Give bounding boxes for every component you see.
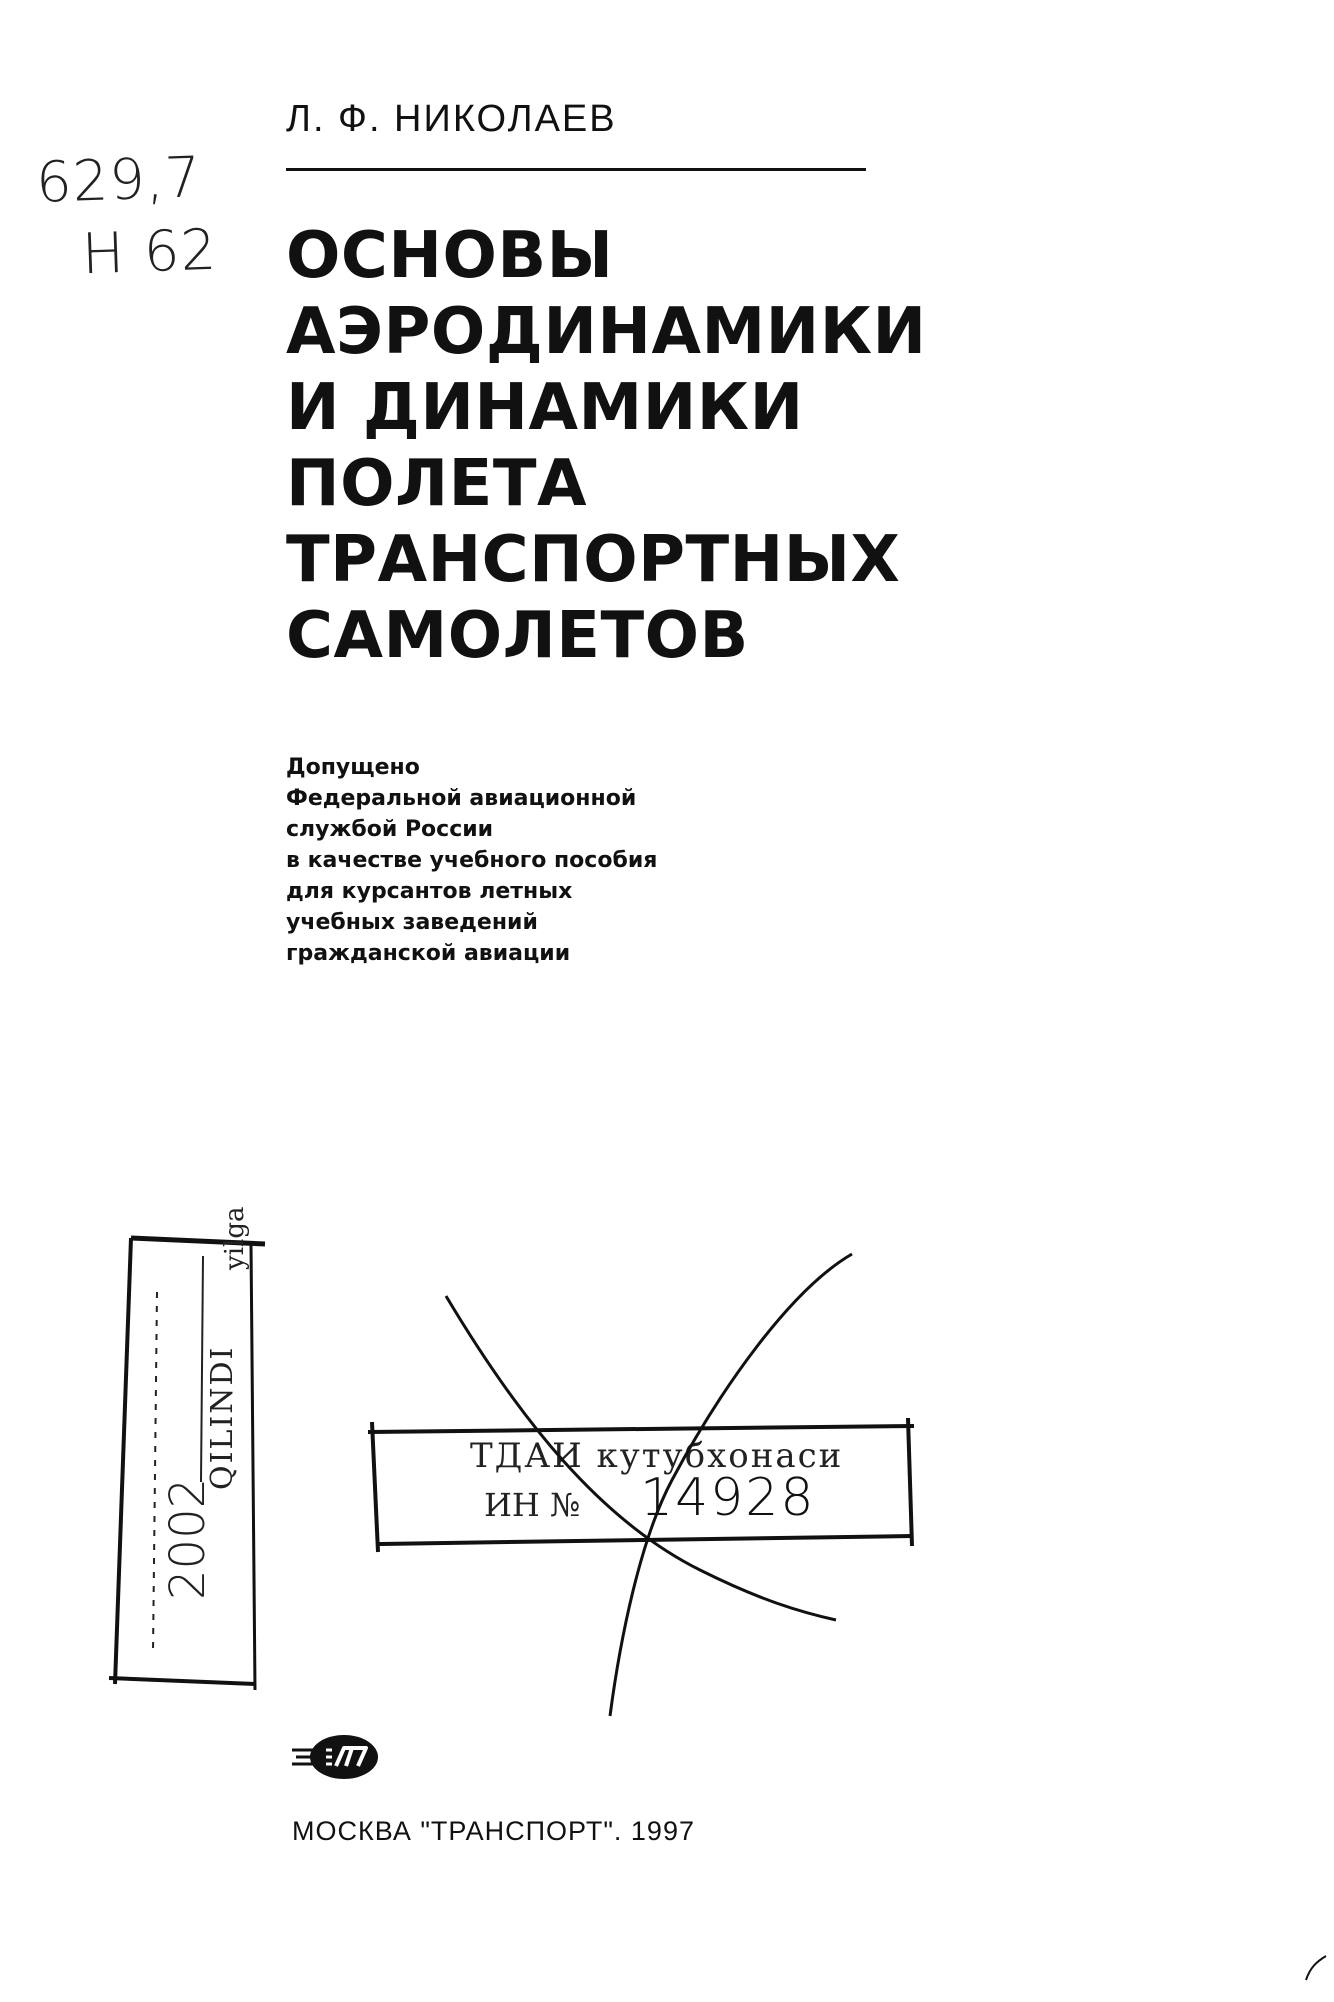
- title-line: ТРАНСПОРТНЫХ: [286, 523, 901, 597]
- approval-line: службой России: [286, 817, 494, 842]
- shelf-mark-class: 629,7: [34, 145, 203, 216]
- stamp-qilindi-text: QILINDI: [205, 1345, 240, 1490]
- publisher-imprint: МОСКВА "ТРАНСПОРТ". 1997: [292, 1816, 695, 1846]
- title-line: ОСНОВЫ: [286, 219, 614, 293]
- library-stamp: [95, 1232, 267, 1690]
- approval-line: учебных заведений: [286, 910, 538, 935]
- author-rule: [286, 168, 866, 171]
- title-line: АЭРОДИНАМИКИ: [286, 295, 927, 369]
- book-title: [286, 218, 927, 674]
- inventory-stamp-library: ТДАИ кутубхонаси: [470, 1436, 844, 1476]
- approval-line: Допущено: [286, 755, 420, 780]
- title-line: САМОЛЕТОВ: [286, 599, 749, 673]
- stamp-year-handwritten: 2002: [160, 1477, 216, 1600]
- approval-line: для курсантов летных: [286, 879, 573, 904]
- shelf-mark-author: Н 62: [80, 217, 219, 288]
- inventory-number-handwritten: 14928: [640, 1468, 816, 1528]
- approval-line: гражданской авиации: [286, 941, 571, 966]
- approval-line: Федеральной авиационной: [286, 786, 637, 811]
- stamp-yilga-text: yilga: [220, 1206, 250, 1270]
- approval-line: в качестве учебного пособия: [286, 848, 658, 873]
- approval-statement: [286, 752, 806, 969]
- author-name: Л. Ф. НИКОЛАЕВ: [286, 98, 617, 140]
- inventory-stamp-label: ИН №: [484, 1486, 581, 1524]
- title-line: И ДИНАМИКИ: [286, 371, 804, 445]
- title-line: ПОЛЕТА: [286, 447, 588, 521]
- transport-publisher-logo: [292, 1732, 384, 1782]
